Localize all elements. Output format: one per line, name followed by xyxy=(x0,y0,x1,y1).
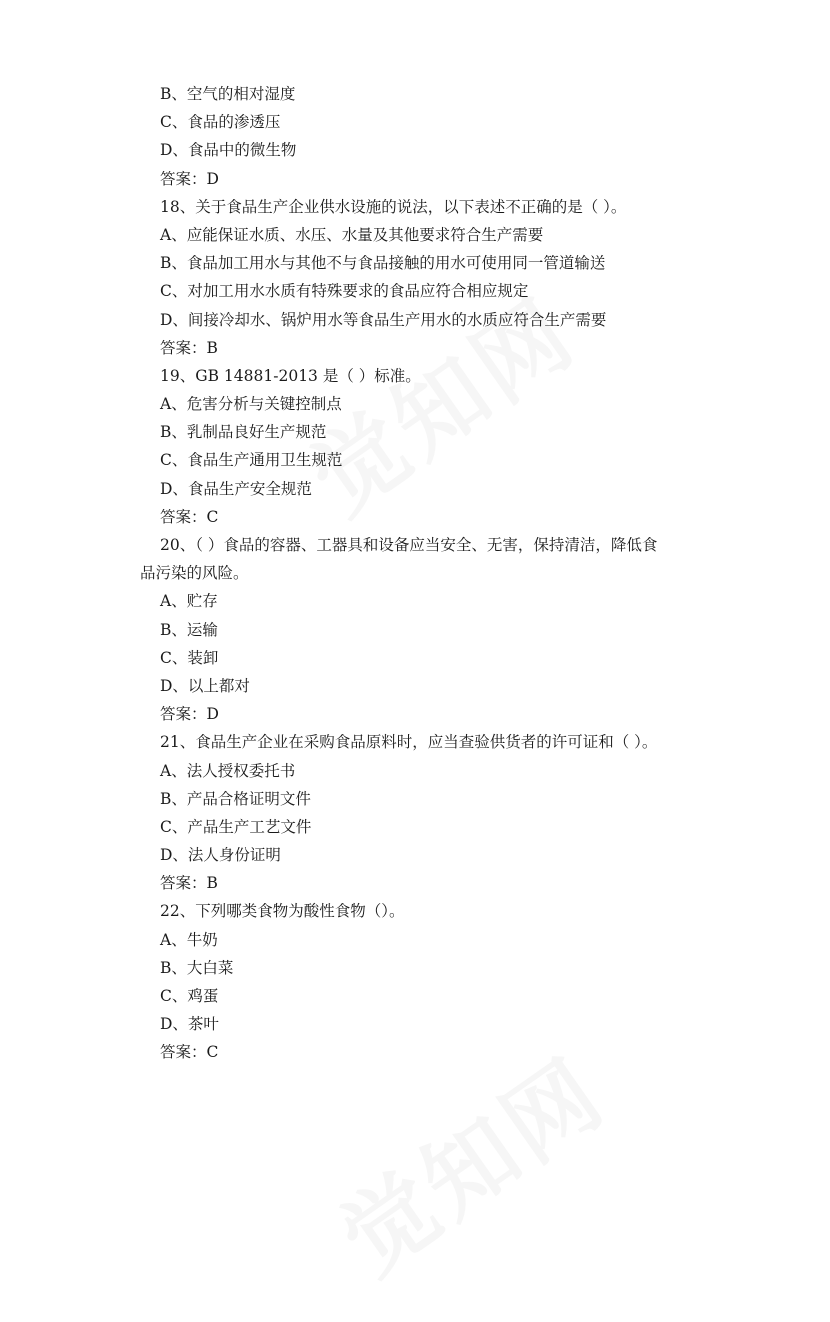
option-line: C、食品的渗透压 xyxy=(160,113,281,132)
answer-line: 答案：D xyxy=(160,705,219,724)
question-line-continued: 品污染的风险。 xyxy=(140,564,249,583)
option-line: B、食品加工用水与其他不与食品接触的用水可使用同一管道输送 xyxy=(160,254,606,273)
option-line: A、法人授权委托书 xyxy=(160,761,296,780)
option-line: D、间接冷却水、锅炉用水等食品生产用水的水质应符合生产需要 xyxy=(160,310,607,329)
option-line: B、空气的相对湿度 xyxy=(160,85,296,103)
option-line: C、鸡蛋 xyxy=(160,987,219,1005)
option-line: A、牛奶 xyxy=(160,930,218,949)
option-line: D、以上都对 xyxy=(160,676,250,695)
answer-line: 答案：D xyxy=(160,169,219,188)
option-line: C、产品生产工艺文件 xyxy=(160,817,312,836)
answer-line: 答案：C xyxy=(160,507,219,526)
question-line: 18、关于食品生产企业供水设施的说法，以下表述不正确的是（ ）。 xyxy=(160,197,627,216)
answer-line: 答案：B xyxy=(160,338,218,357)
question-line: 20、（ ）食品的容器、工器具和设备应当安全、无害，保持清洁，降低食 xyxy=(160,536,658,554)
document-body xyxy=(0,80,830,1067)
option-line: B、乳制品良好生产规范 xyxy=(160,423,327,442)
option-line: B、产品合格证明文件 xyxy=(160,789,311,808)
option-line: C、对加工用水水质有特殊要求的食品应符合相应规定 xyxy=(160,282,529,301)
option-line: D、食品生产安全规范 xyxy=(160,479,312,498)
option-line: C、食品生产通用卫生规范 xyxy=(160,451,343,470)
option-line: B、运输 xyxy=(160,620,218,639)
option-line: A、贮存 xyxy=(160,592,218,611)
question-line: 19、GB 14881-2013 是（ ）标准。 xyxy=(160,366,421,385)
option-line: D、茶叶 xyxy=(160,1015,219,1034)
question-line: 22、下列哪类食物为酸性食物（）。 xyxy=(160,902,405,921)
answer-line: 答案：C xyxy=(160,1043,219,1062)
option-line: D、法人身份证明 xyxy=(160,846,281,865)
answer-line: 答案：B xyxy=(160,874,218,893)
option-line: A、应能保证水质、水压、水量及其他要求符合生产需要 xyxy=(160,225,544,244)
option-line: C、装卸 xyxy=(160,648,219,667)
option-line: A、危害分析与关键控制点 xyxy=(160,395,342,414)
option-line: D、食品中的微生物 xyxy=(160,141,297,160)
question-line: 21、食品生产企业在采购食品原料时，应当查验供货者的许可证和（ ）。 xyxy=(160,733,658,752)
option-line: B、大白菜 xyxy=(160,958,234,977)
